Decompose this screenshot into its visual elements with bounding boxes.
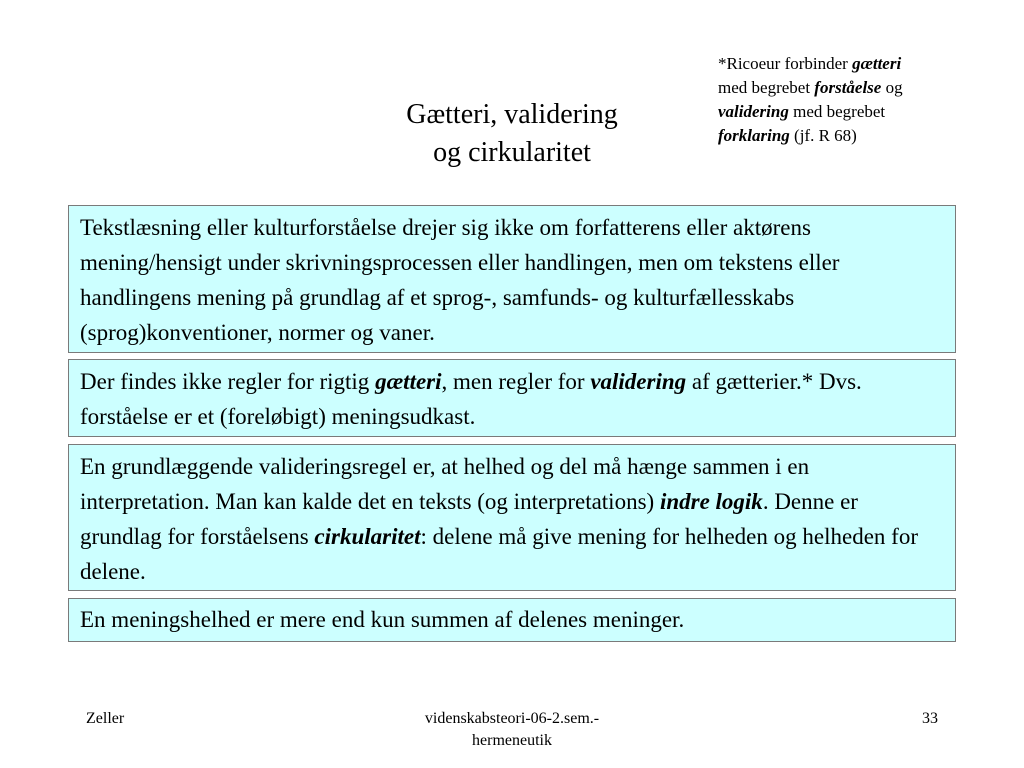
text-box-validation-rule [68, 444, 956, 591]
term-cirkularitet: cirkularitet [314, 524, 421, 549]
footnote-term-forstaaelse: forståelse [814, 78, 882, 97]
slide-title-line-1: Gætteri, validering [406, 99, 618, 130]
text-box-validation-text-1: En grundlæggende valideringsregel er, at helhed og del må hænge sammen i en interpretation. Man kan kalde det en teksts (og interpretations) [80, 454, 810, 514]
footnote-term-forklaring: forklaring [718, 126, 790, 145]
footnote-term-gaetteri: gætteri [852, 54, 902, 73]
footnote [718, 52, 1008, 148]
term-indre-logik: indre logik [659, 489, 763, 514]
term-validering: validering [590, 369, 687, 394]
text-box-textreading [68, 205, 956, 353]
page-number: 33 [922, 710, 938, 727]
text-box-validation-text-3: : delene må give mening for helheden og helheden for delene. [80, 524, 918, 584]
footer-author: Zeller [86, 710, 125, 727]
text-box-meaning-whole-text: En meningshelhed er mere end kun summen af delenes meninger. [80, 607, 685, 632]
footnote-text-4: med begrebet [788, 102, 886, 121]
text-box-meaning-whole [68, 598, 956, 642]
text-box-textreading-text: Tekstlæsning eller kulturforståelse drejer sig ikke om forfatterens eller aktørens mening/hensigt under skrivningsprocessen eller handlingen, men om tekstens eller handlingens mening på grundlag af et sprog-, samfunds- og kulturfællesskabs (sprog)konventioner, normer og vaner. [80, 215, 840, 345]
footer-course-line-1: videnskabsteori-06-2.sem.- [424, 710, 600, 727]
text-box-rules [68, 359, 956, 437]
text-box-rules-text-1: Der findes ikke regler for rigtig [80, 369, 376, 394]
slide-title [352, 96, 672, 172]
text-box-rules-text-2: , men regler for [441, 369, 591, 394]
term-gaetteri: gætteri [375, 369, 442, 394]
footer-course [362, 708, 662, 752]
footer-course-line-2: hermeneutik [472, 732, 552, 749]
footnote-text-2: med begrebet [718, 78, 815, 97]
footnote-text-5: (jf. R 68) [789, 126, 857, 145]
footnote-text-3: og [881, 78, 903, 97]
text-box-validation-text-2: . Denne er grundlag for forståelsens [80, 489, 858, 549]
footnote-text-1: *Ricoeur forbinder [718, 54, 853, 73]
slide-title-line-2: og cirkularitet [433, 137, 591, 168]
text-box-rules-text-3: af gætterier.* Dvs. forståelse er et (foreløbigt) meningsudkast. [80, 369, 862, 429]
footnote-term-validering: validering [718, 102, 789, 121]
